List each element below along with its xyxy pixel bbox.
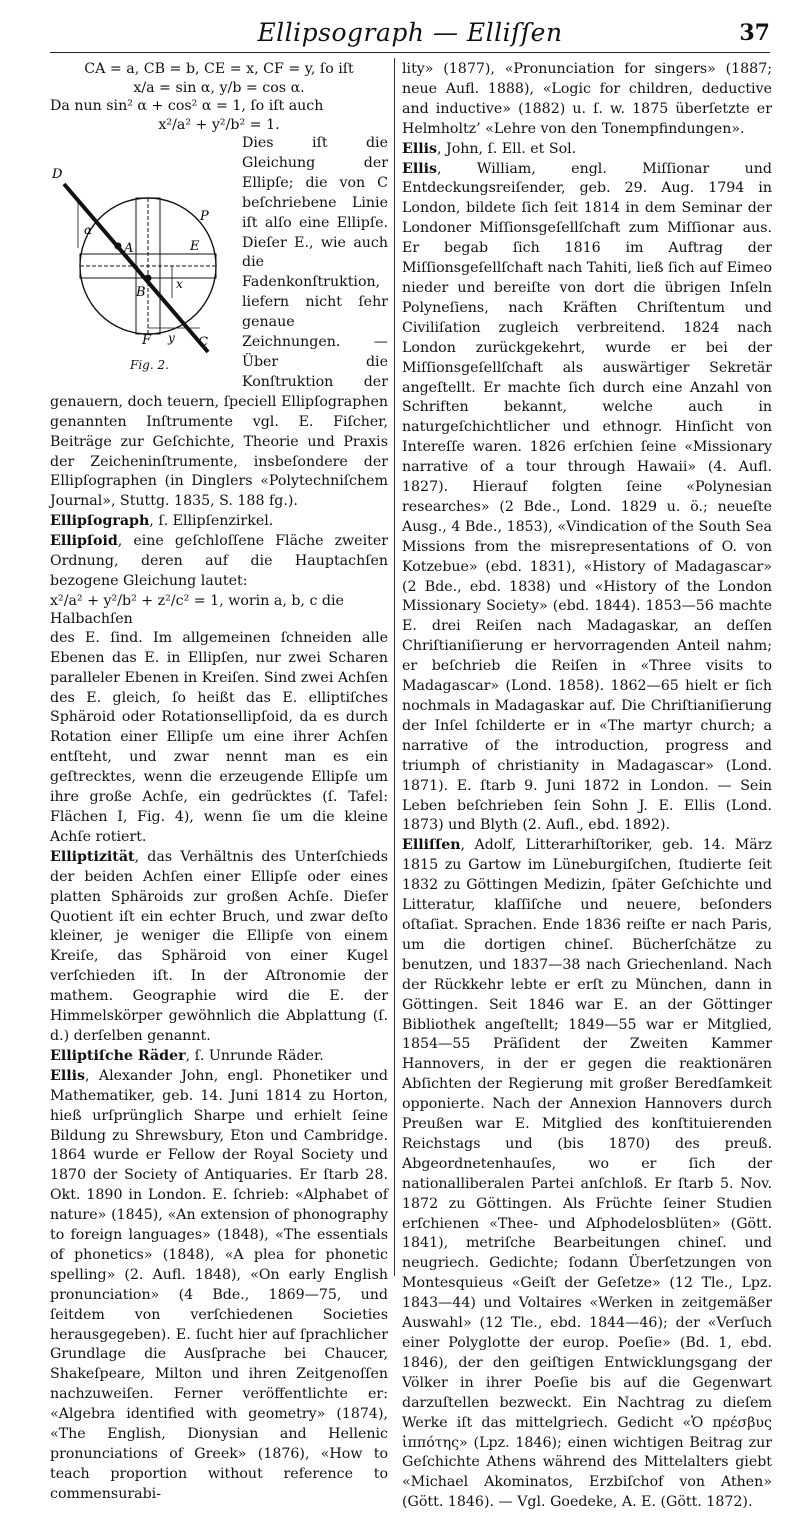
label-x: x — [176, 277, 183, 291]
running-title: Ellipsograph — Elliſſen — [257, 18, 563, 47]
column-divider — [394, 58, 395, 1276]
entry-ellipsoid-continued: des E. ſind. Im allgemeinen ſchneiden alle Ebenen das E. in Ellipſen, nur zwei Scharen paralleler Ebenen in Kreiſen. Sind zwei Achſen des E. gleich, ſo heißt das E. elliptiſches Sphäroid oder Rotationsellipſoid, da es durch Rotation einer Ellipſe um eine ihrer Achſen entſteht, und zwar nennt man es ein geſtrecktes, wenn die erzeugende Ellipſe um ihre große Achſe, ein gedrücktes (ſ. Tafel: Flächen I, Fig. 4), wenn ſie um die kleine Achſe rotiert. — [50, 629, 388, 845]
entry-ellissen — [402, 836, 772, 1513]
equation-ratios: x/a = sin α, y/b = cos α. — [133, 79, 305, 96]
paragraph-ellipsograph-body — [50, 134, 388, 512]
headword-elliptische-raeder: Elliptiſche Räder — [50, 1047, 186, 1064]
ellipsograph-description: Dies iſt die Gleichung der Ellipſe; die von C beſchriebene Linie iſt alſo eine Ellipſe. Dieſer E., wie auch die Fadenkonſtruktion, liefern nicht ſehr genaue Zeichnungen. — Über die Konſtruktion der genauern, doch teuern, ſpeciell Ellipſographen genannten Inſtrumente vgl. E. Fiſcher, Beiträge zur Geſchichte, Theorie und Praxis der Zeicheninſtrumente, insbeſondere der Ellipſographen (in Dinglers «Polytechniſchem Journal», Stuttg. 1835, S. 188 fg.). — [50, 135, 388, 510]
left-column — [50, 60, 388, 1505]
entry-elliptizitaet — [50, 848, 388, 1047]
label-y: y — [168, 331, 175, 345]
entry-elliptische-raeder — [50, 1047, 388, 1067]
headword-ellis-alexander: Ellis — [50, 1067, 85, 1084]
entry-ellis-alexander — [50, 1067, 388, 1505]
entry-elliptische-raeder-text: , ſ. Unrunde Räder. — [185, 1047, 324, 1064]
headword-ellis-william: Ellis — [402, 160, 437, 177]
label-A: A — [124, 241, 134, 256]
equation-ellipsoid: x²/a² + y²/b² + z²/c² = 1, worin a, b, c die Halbachſen — [50, 592, 344, 628]
equation-ellipse: x²/a² + y²/b² = 1. — [158, 116, 280, 133]
label-B: B — [136, 285, 146, 300]
entry-ellis-alexander-continued: lity» (1877), «Pronunciation for singers» (1887; neue Aufl. 1888), «Logic for children, deductive and inductive» (1882) u. ſ. w. 1875 überſetzte er Helmholtz’ «Lehre von den Tonempfindungen». — [402, 61, 772, 137]
headword-ellipsoid: Ellipſoid — [50, 533, 118, 550]
ellipsograph-diagram — [50, 138, 236, 378]
entry-ellipsograph-text: , ſ. Ellipſenzirkel. — [149, 513, 274, 530]
entry-ellis-john — [402, 140, 772, 160]
right-column — [402, 60, 772, 1513]
entry-ellipsograph — [50, 512, 388, 532]
headword-ellissen: Elliſſen — [402, 837, 461, 854]
entry-ellis-william — [402, 160, 772, 837]
label-P: P — [200, 209, 209, 224]
entry-elliptizitaet-text: , das Verhältnis des Unterſchieds der beiden Achſen einer Ellipſe oder eines platten Sphäroids zur großen Achſe. Dieſer Quotient iſt ein echter Bruch, und zwar deſto kleiner, je weniger die Ellipſe von einem Kreiſe, das Sphäroid von einer Kugel verſchieden iſt. In der Aſtronomie der mathem. Geographie wird die E. der Himmelskörper gewöhnlich die Abplattung (ſ. d.) derſelben genannt. — [50, 848, 388, 1044]
running-header — [50, 18, 770, 53]
label-F: F — [142, 333, 152, 348]
equation-identity: Da nun sin² α + cos² α = 1, ſo iſt auch — [50, 98, 324, 114]
entry-ellipsoid — [50, 532, 388, 592]
entry-ellis-alexander-text: , Alexander John, engl. Phonetiker und Mathematiker, geb. 14. Juni 1814 zu Horton, hieß urſprünglich Sharpe und erhielt ſeine Bildung zu Shrewsbury, Eton und Cambridge. 1864 wurde er Fellow der Royal Society und 1870 der Society of Antiquaries. Er ſtarb 28. Okt. 1890 in London. E. ſchrieb: «Alphabet of nature» (1845), «An extension of phonography to foreign languages» (1848), «The essentials of phonetics» (1848), «A plea for phonetic spelling» (2. Aufl. 1848), «On early English pronunciation» (4 Bde., 1869—75, und ſeitdem von verſchiedenen Societies herausgegeben). E. ſucht hier auf ſprachlicher Grundlage die Ausſprache bei Chaucer, Shakeſpeare, Milton und ihren Zeitgenoſſen nachzuweiſen. Ferner veröffentlichte er: «Algebra identified with geometry» (1874), «The English, Dionysian and Hellenic pronunciations of Greek» (1876), «How to teach proportion without reference to commensurabi- — [50, 1067, 388, 1502]
label-E: E — [190, 239, 200, 254]
entry-ellipsoid-text: , eine geſchloſſene Fläche zweiter Ordnung, deren auf die Hauptachſen bezogene Gleichung lautet: — [50, 533, 388, 589]
entry-ellis-john-text: , John, ſ. Ell. et Sol. — [436, 140, 577, 157]
figure-ellipsograph — [50, 138, 236, 378]
headword-ellipsograph: Ellipſograph — [50, 513, 150, 530]
headword-ellis-john: Ellis — [402, 140, 437, 157]
entry-ellis-william-text: , William, engl. Miſſionar und Entdeckungsreiſender, geb. 29. Aug. 1794 in London, bildete ſich ſeit 1814 in dem Seminar der Londoner Miſſionsgeſellſchaft zum Miſſionar aus. Er begab ſich 1816 im Auftrag der Miſſionsgeſellſchaft nach Tahiti, ließ ſich auf Eimeo nieder und bereiſte von dort die übrigen Inſeln Polyneſiens, nach Kräften Chriſtentum und Civiliſation zugleich verbreitend. 1824 nach London zurückgekehrt, wurde er bei der Miſſionsgeſellſchaft als auswärtiger Sekretär angeſtellt. Er machte ſich durch eine Anzahl von Schriften bekannt, welche auch in naturgeſchichtlicher und ethnogr. Hinſicht von Intereſſe waren. 1826 erſchien ſeine «Missionary narrative of a tour through Hawaii» (4. Aufl. 1827). Hierauf folgten ſeine «Polynesian researches» (2 Bde., Lond. 1829 u. ö.; neueſte Ausg., 4 Bde., 1853), «Vindication of the South Sea Missions from the misrepresentations of O. von Kotzebue» (ebd. 1831), «History of Madagascar» (2 Bde., ebd. 1838) und «History of the London Missionary Society» (ebd. 1844). 1853—56 machte E. drei Reiſen nach Madagaskar, an deſſen Chriſtianiſierung er hervorragenden Anteil nahm; er beſchrieb die Reiſen in «Three visits to Madagascar» (Lond. 1858). 1862—65 hielt er ſich nochmals in Madagaskar auf. Die Chriſtianiſierung der Inſel ſchilderte er in «The martyr church; a narrative of the introduction, progress and triumph of christianity in Madagascar» (Lond. 1871). E. ſtarb 9. Juni 1872 in London. — Sein Leben beſchrieben ſein Sohn J. E. Ellis (Lond. 1873) und Blyth (2. Aufl., ebd. 1892). — [402, 160, 772, 834]
equation-definitions: CA = a, CB = b, CE = x, CF = y, ſo iſt — [84, 61, 354, 77]
page-number: 37 — [739, 20, 770, 46]
label-D: D — [52, 167, 63, 182]
entry-ellissen-text: , Adolf, Litterarhiſtoriker, geb. 14. März 1815 zu Gartow im Lüneburgiſchen, ſtudierte ſeit 1832 zu Göttingen Medizin, ſpäter Geſchichte und Litteratur, klaſſiſche und neuere, beſonders oſtaſiat. Sprachen. Ende 1836 reiſte er nach Paris, um die dortigen chineſ. Bücherſchätze zu benutzen, und 1837—38 nach Griechenland. Nach der Rückkehr lebte er erſt zu München, dann in Göttingen. Seit 1846 war E. an der Göttinger Bibliothek angeſtellt; 1849—55 war er Mitglied, 1854—55 Präſident der Zweiten Kammer Hannovers, in der er gegen die reaktionären Abſichten der Regierung mit großer Beredſamkeit opponierte. Nach der Annexion Hannovers durch Preußen war E. Mitglied des konſtituierenden Reichstags und (bis 1870) des preuß. Abgeordnetenhauſes, wo er ſich der nationalliberalen Partei anſchloß. Er ſtarb 5. Nov. 1872 zu Göttingen. Als Früchte ſeiner Studien erſchienen «Thee- und Aſphodelosblüten» (Gött. 1841), metriſche Bearbeitungen chineſ. und neugriech. Gedichte; ſodann Überſetzungen von Montesquieus «Geiſt der Geſetze» (12 Tle., Lpz. 1843—44) und Voltaires «Werken in zeitgemäßer Auswahl» (12 Tle., ebd. 1844—46); der «Verſuch einer Polyglotte der europ. Poeſie» (Bd. 1, ebd. 1846), der den geiſtigen Entwicklungsgang der Völker in ihrer Poeſie bis auf die Gegenwart darzuſtellen bezweckt. Ein Nachtrag zu dieſem Werke iſt das mittelgriech. Gedicht «Ὁ πρέσβυς ἱππότης» (Lpz. 1846); einen wichtigen Beitrag zur Geſchichte Athens während des Mittelalters giebt «Michael Akominatos, Erzbiſchof von Athen» (Gött. 1846). — Vgl. Goedeke, A. E. (Gött. 1872). — [402, 837, 772, 1511]
label-C: C — [198, 335, 208, 350]
figure-caption: Fig. 2. — [130, 358, 169, 373]
label-alpha: α — [84, 223, 93, 237]
headword-elliptizitaet: Elliptizität — [50, 848, 135, 865]
